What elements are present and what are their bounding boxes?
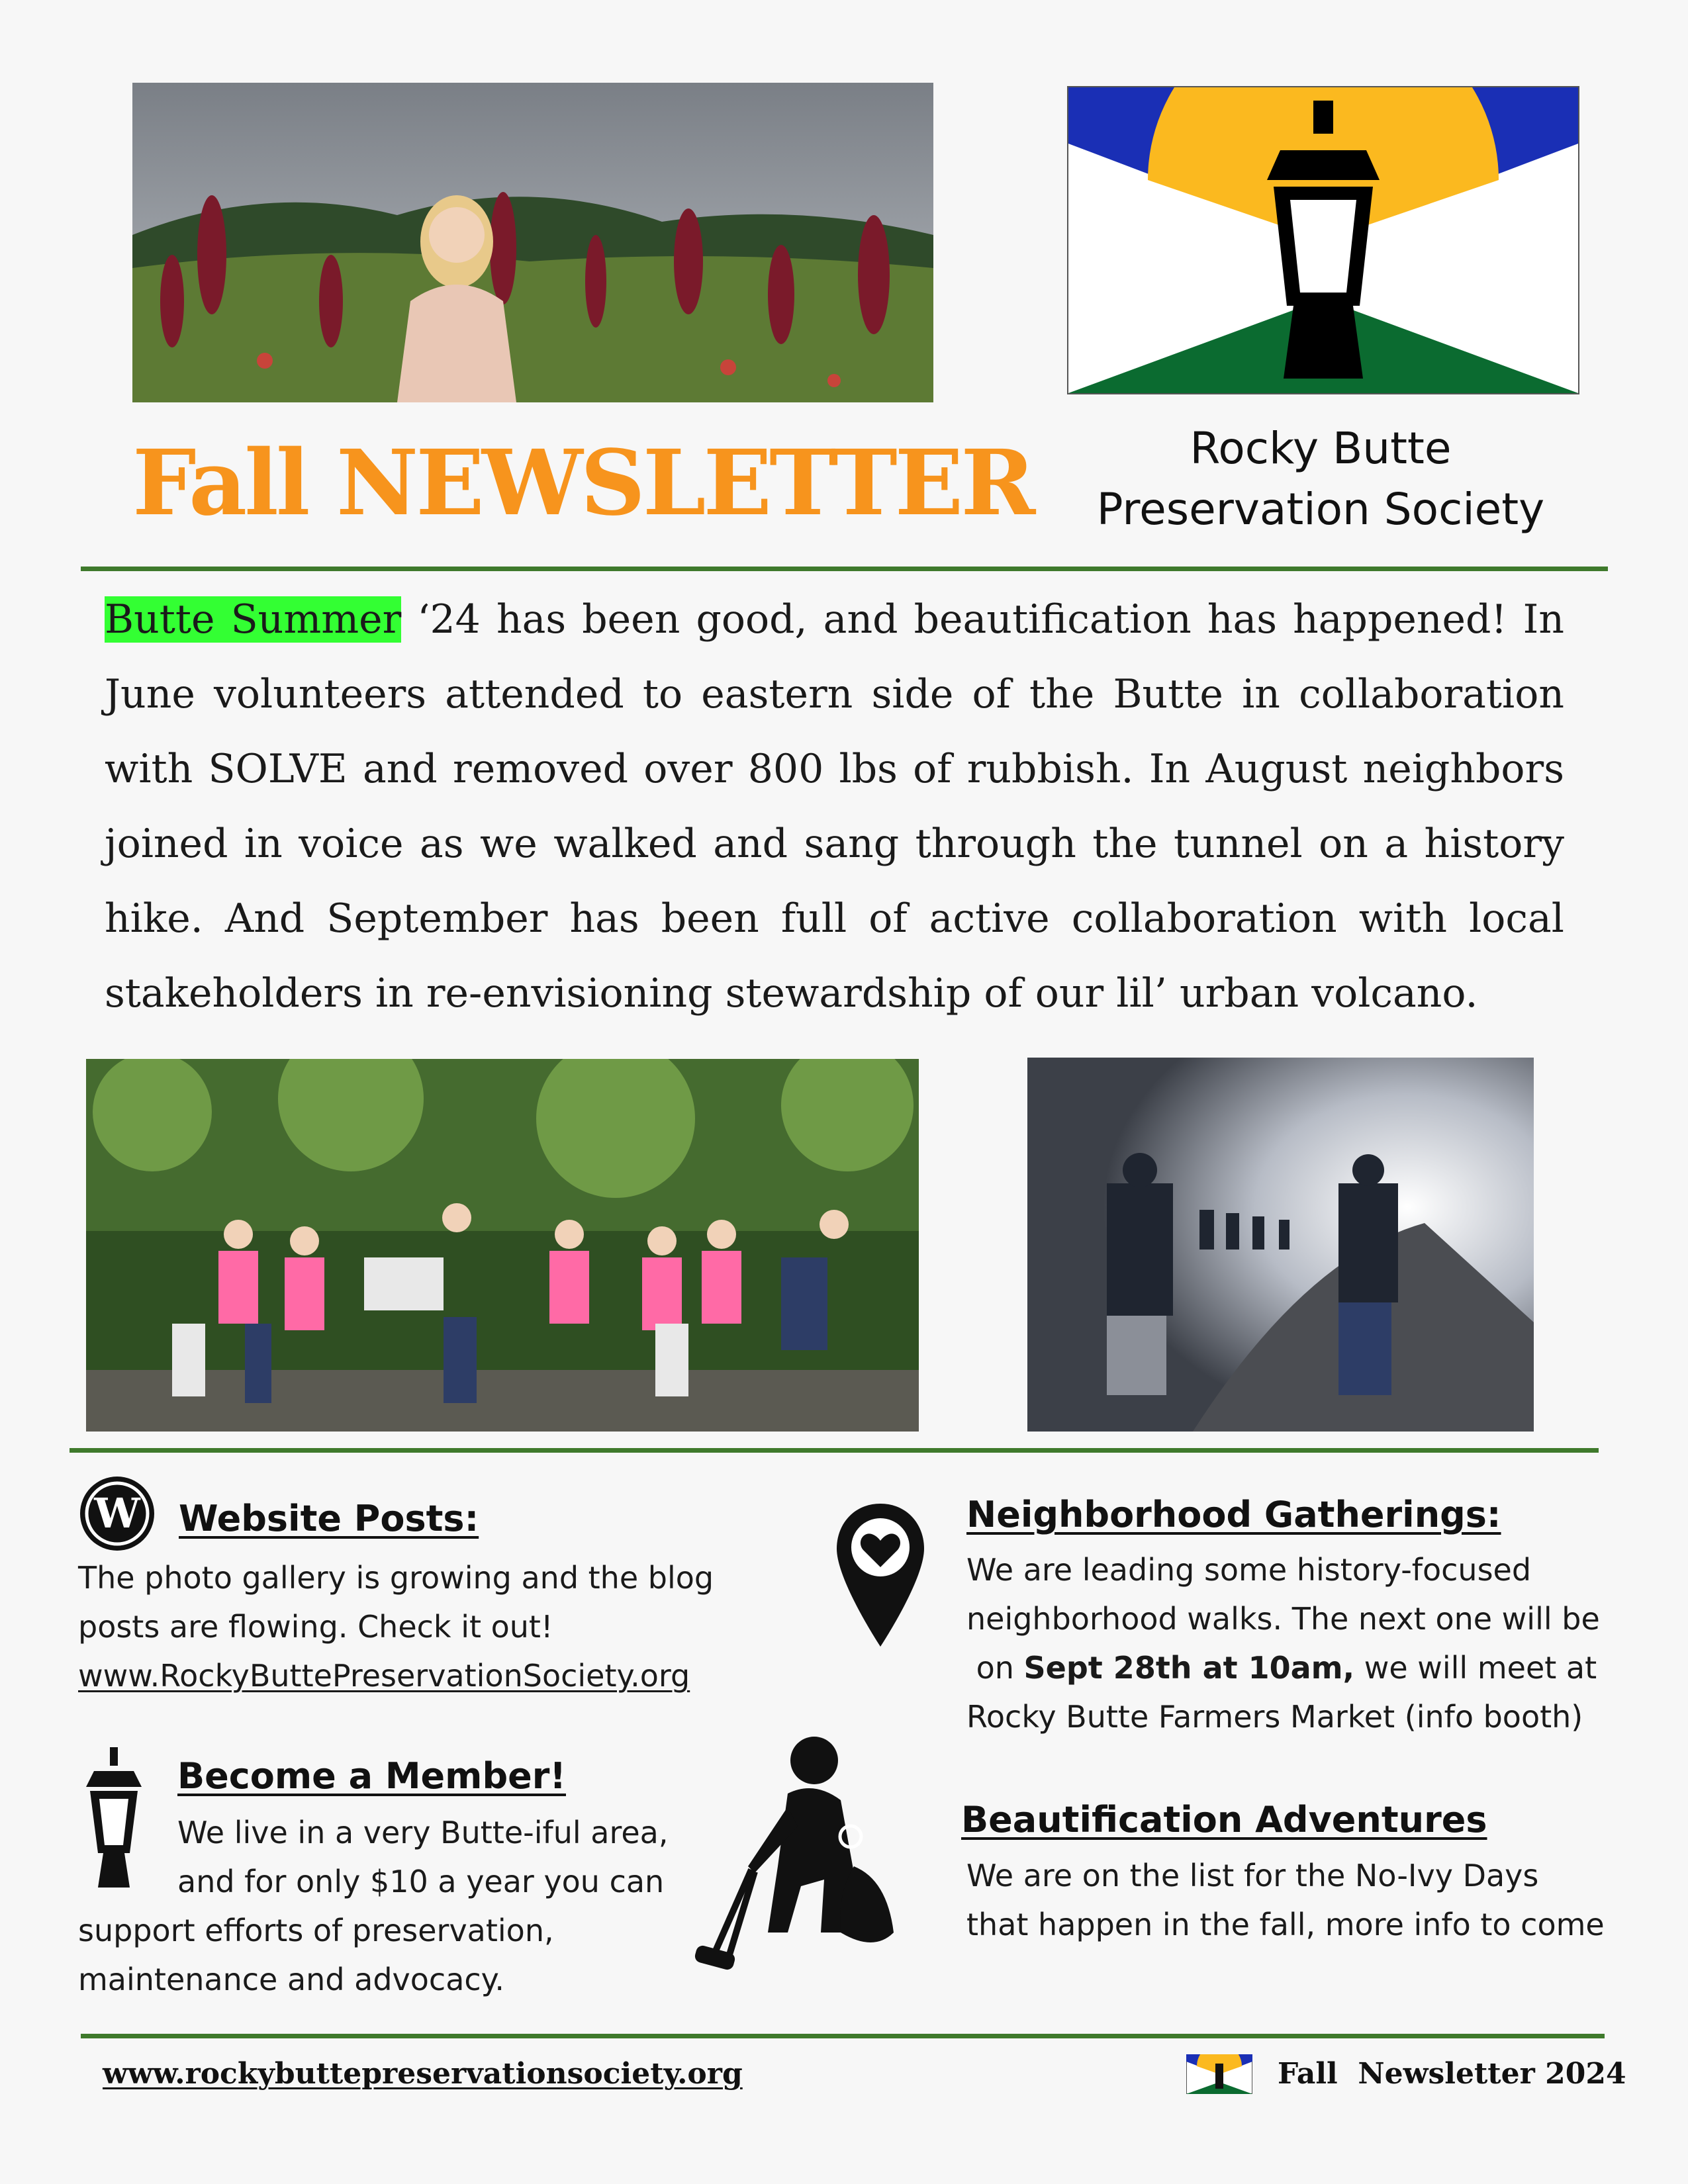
bottom-divider [81,2034,1605,2038]
website-line2: posts are flowing. Check it out! [78,1609,553,1645]
map-pin-heart-icon [834,1501,927,1650]
intro-highlight: Butte Summer [105,596,402,643]
member-title: Become a Member! [177,1755,566,1797]
org-name-line1: Rocky Butte [1190,423,1452,474]
gatherings-line2: neighborhood walks. The next one will be [966,1601,1600,1637]
member-line4: maintenance and advocacy. [78,1962,504,1997]
beautification-text [966,1851,1681,1949]
beautification-line1: We are on the list for the No-Ivy Days [966,1858,1539,1893]
member-line3: support efforts of preservation, [78,1913,554,1948]
gatherings-title: Neighborhood Gatherings: [966,1494,1501,1535]
svg-text:W: W [94,1489,140,1537]
website-posts-text [78,1553,806,1700]
website-line1: The photo gallery is growing and the blog [78,1560,714,1596]
gatherings-date: Sept 28th at 10am, [1023,1650,1355,1686]
newsletter-title: Fall NEWSLETTER [132,430,1033,536]
beautification-line2: that happen in the fall, more info to come [966,1907,1605,1942]
middle-divider [70,1448,1599,1453]
member-line1: We live in a very Butte-iful area, [177,1815,669,1850]
gatherings-line3-post: we will meet at [1354,1650,1597,1686]
member-text [78,1808,740,2004]
footer-flag-icon [1186,2054,1252,2094]
gatherings-line3 [966,1643,1668,1692]
footer-website-link[interactable]: www.rockybuttepreservationsociety.org [103,2057,743,2091]
rbps-flag-logo [1067,86,1579,394]
intro-paragraph [105,582,1564,1031]
wordpress-icon [78,1475,156,1553]
litter-picker-figure-icon [688,1734,914,1979]
website-posts-title: Website Posts: [179,1498,479,1539]
website-link[interactable]: www.RockyButtePreservationSociety.org [78,1658,690,1694]
cleanup-group-photo [86,1059,919,1432]
gatherings-text [966,1545,1668,1741]
footer-issue-label: Fall Newsletter 2024 [1278,2057,1626,2091]
org-name [1033,418,1609,540]
tunnel-hike-photo [1027,1058,1534,1432]
beautification-title: Beautification Adventures [961,1799,1487,1841]
intro-text: ‘24 has been good, and beautification has happened! In June volunteers attended to eastern side of the Butte in collaboration with SOLVE and removed over 800 lbs of rubbish. In August neighbors joined in voice as we walked and sang through the tunnel on a history hike. And September has been full of active collaboration with local stakeholders in re-envisioning stewardship of our lil’ urban volcano. [105,596,1564,1017]
org-name-line2: Preservation Society [1096,484,1545,535]
gatherings-line4: Rocky Butte Farmers Market (info booth) [966,1699,1583,1735]
member-line2: and for only $10 a year you can [177,1864,665,1899]
gatherings-line1: We are leading some history-focused [966,1552,1532,1588]
flower-field-photo [132,83,933,402]
top-divider [81,567,1608,571]
gatherings-line3-pre: on [966,1650,1024,1686]
